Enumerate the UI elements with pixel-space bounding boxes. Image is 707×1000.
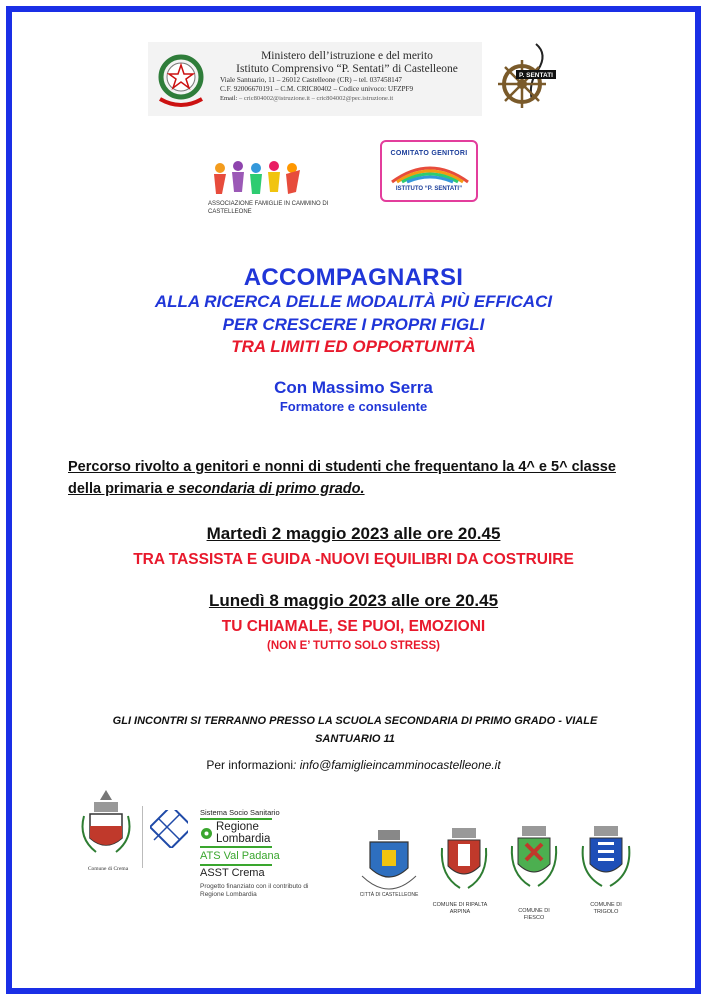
event-subtitle-2: PER CRESCERE I PROPRI FIGLI xyxy=(222,315,485,334)
castelleone-coat-of-arms-icon xyxy=(358,826,420,896)
crema-label: Comune di Crema xyxy=(87,866,129,872)
speaker-role: Formatore e consulente xyxy=(279,399,428,414)
parents-committee-logo xyxy=(380,140,478,202)
rainbow-bridge-icon xyxy=(388,160,472,184)
association-name: ASSOCIAZIONE FAMIGLIE IN CAMMINO DI CASTELLEONE xyxy=(208,201,329,215)
italian-republic-emblem-icon xyxy=(152,45,210,113)
family-association-logo-icon xyxy=(208,158,308,200)
regione-name-2: Lombardia xyxy=(216,833,271,845)
regione-green-bar-3 xyxy=(200,864,272,866)
footer-divider xyxy=(142,806,143,868)
contact-info xyxy=(0,758,707,772)
ministry-text-block xyxy=(216,50,478,103)
session-2-subtopic: (NON E’ TUTTO SOLO STRESS) xyxy=(267,640,440,652)
committee-school: ISTITUTO “P. SENTATI” xyxy=(395,186,463,192)
fiesco-label: COMUNE DI FIESCO xyxy=(518,908,550,921)
event-subtitle-3: TRA LIMITI ED OPPORTUNITÀ xyxy=(231,337,476,356)
comune-di-crema-coat-of-arms-icon xyxy=(76,786,136,866)
description-italic: e secondaria di primo grado. xyxy=(166,481,365,497)
blue-network-logo-icon xyxy=(150,810,188,848)
ats-name: ATS Val Padana xyxy=(200,850,280,862)
regione-green-bar-2 xyxy=(200,846,272,848)
regione-green-bar xyxy=(200,818,272,820)
session-2-topic: TU CHIAMALE, SE PUOI, EMOZIONI xyxy=(221,618,486,635)
regione-system-label: Sistema Socio Sanitario xyxy=(200,808,280,817)
event-venue: GLI INCONTRI SI TERRANNO PRESSO LA SCUOLA SECONDARIA DI PRIMO GRADO - VIALE SANTUARIO 11 xyxy=(112,715,598,745)
school-codes: C.F. 92006670191 – C.M. CRIC80402 – Codice univoco: UFZPF9 xyxy=(220,85,414,93)
trigolo-coat-of-arms-icon xyxy=(578,824,634,894)
regione-lombardia-block xyxy=(200,808,310,918)
session-1-topic: TRA TASSISTA E GUIDA -NUOVI EQUILIBRI DA COSTRUIRE xyxy=(133,551,574,568)
ministry-name: Ministero dell’istruzione e del merito xyxy=(261,50,433,62)
school-logo-label: P. SENTATI xyxy=(519,72,553,79)
session-2-date: Lunedì 8 maggio 2023 alle ore 20.45 xyxy=(208,591,499,610)
event-description xyxy=(68,456,648,500)
school-email xyxy=(216,94,478,103)
fiesco-coat-of-arms-icon xyxy=(508,824,560,894)
event-title: ACCOMPAGNARSI xyxy=(243,264,464,291)
speaker-name: Con Massimo Serra xyxy=(274,378,433,397)
school-logo xyxy=(488,40,558,116)
description-main: Percorso rivolto a genitori e nonni di studenti che frequentano la 4^ e 5^ classe della primaria xyxy=(68,459,616,497)
event-subtitle-1: ALLA RICERCA DELLE MODALITÀ PIÙ EFFICACI xyxy=(154,292,553,311)
info-email[interactable]: : info@famiglieincamminocastelleone.it xyxy=(293,758,501,772)
castelleone-label: CITTÀ DI CASTELLEONE xyxy=(359,892,419,898)
ripalta-arpina-coat-of-arms-icon xyxy=(438,826,490,896)
email-address: – cric804002@istruzione.it – cric804002@pec.istruzione.it xyxy=(238,95,394,102)
info-label: Per informazioni xyxy=(206,758,294,772)
committee-title: COMITATO GENITORI xyxy=(390,150,468,157)
ship-wheel-icon xyxy=(488,40,558,116)
school-address: Viale Santuario, 11 – 26012 Castelleone (CR) – tel. 037458147 xyxy=(220,76,402,84)
session-1-date: Martedì 2 maggio 2023 alle ore 20.45 xyxy=(206,524,501,543)
funding-note: Progetto finanziato con il contributo di Regione Lombardia xyxy=(200,883,309,898)
trigolo-label: COMUNE DI TRIGOLO xyxy=(590,902,622,915)
school-name: Istituto Comprensivo “P. Sentati” di Castelleone xyxy=(236,63,458,75)
ripalta-arpina-label: COMUNE DI RIPALTA ARPINA xyxy=(432,902,488,915)
regione-name-1: Regione xyxy=(216,821,259,833)
asst-name: ASST Crema xyxy=(200,867,265,879)
lombardia-rose-icon xyxy=(200,827,213,840)
email-label: Email: xyxy=(220,95,238,102)
